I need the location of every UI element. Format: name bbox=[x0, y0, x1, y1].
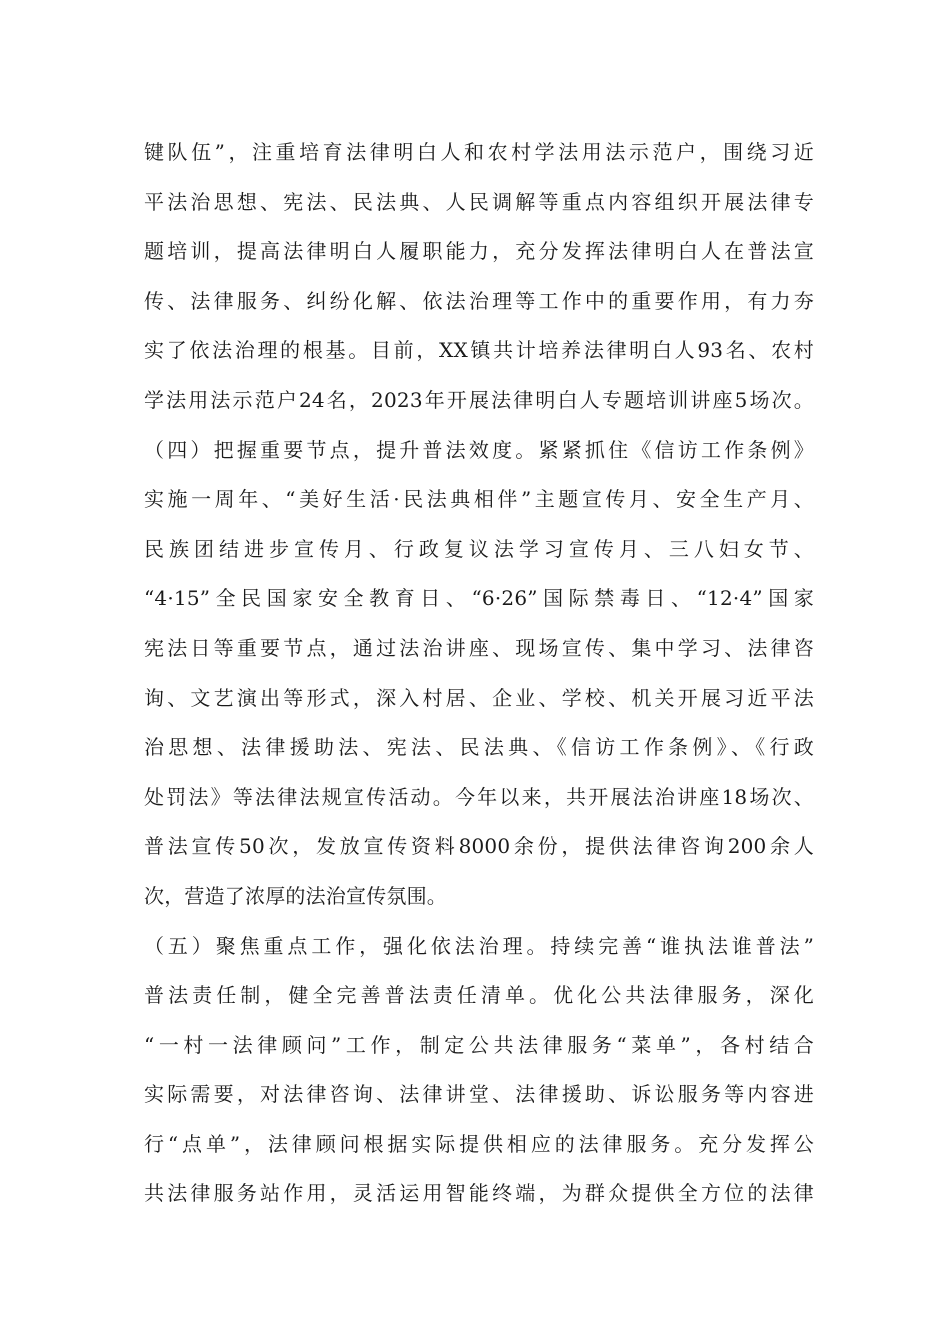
text-line: 次，营造了浓厚的法治宣传氛围。 bbox=[144, 883, 447, 908]
text-line: 学法用法示范户24名，2023年开展法律明白人专题培训讲座5场次。 bbox=[144, 387, 814, 412]
text-line: 民族团结进步宣传月、行政复议法学习宣传月、三八妇女节、 bbox=[144, 536, 814, 561]
text-line: 处罚法》等法律法规宣传活动。今年以来，共开展法治讲座18场次、 bbox=[144, 784, 814, 809]
text-line: 普法责任制，健全完善普法责任清单。优化公共法律服务，深化 bbox=[144, 983, 814, 1008]
text-line: “一村一法律顾问”工作，制定公共法律服务“菜单”，各村结合 bbox=[144, 1032, 814, 1057]
text-line: 行“点单”，法律顾问根据实际提供相应的法律服务。充分发挥公 bbox=[144, 1131, 814, 1156]
text-line: （五）聚焦重点工作，强化依法治理。持续完善“谁执法谁普法” bbox=[144, 933, 814, 958]
text-line: 平法治思想、宪法、民法典、人民调解等重点内容组织开展法律专 bbox=[144, 189, 814, 214]
text-line: （四）把握重要节点，提升普法效度。紧紧抓住《信访工作条例》 bbox=[144, 437, 814, 462]
text-line: 询、文艺演出等形式，深入村居、企业、学校、机关开展习近平法 bbox=[144, 685, 814, 710]
text-line: 实际需要，对法律咨询、法律讲堂、法律援助、诉讼服务等内容进 bbox=[144, 1082, 814, 1107]
text-line: 实了依法治理的根基。目前，XX镇共计培养法律明白人93名、农村 bbox=[144, 338, 814, 363]
text-line: 传、法律服务、纠纷化解、依法治理等工作中的重要作用，有力夯 bbox=[144, 288, 814, 313]
text-line: 键队伍”，注重培育法律明白人和农村学法用法示范户，围绕习近 bbox=[144, 140, 814, 164]
text-line: “4·15”全民国家安全教育日、“6·26”国际禁毒日、“12·4”国家 bbox=[144, 586, 814, 611]
text-line: 治思想、法律援助法、宪法、民法典、《信访工作条例》、《行政 bbox=[144, 735, 814, 760]
text-line: 实施一周年、“美好生活·民法典相伴”主题宣传月、安全生产月、 bbox=[144, 487, 814, 512]
text-line: 普法宣传50次，发放宣传资料8000余份，提供法律咨询200余人 bbox=[144, 834, 814, 859]
text-line: 宪法日等重要节点，通过法治讲座、现场宣传、集中学习、法律咨 bbox=[144, 635, 814, 660]
text-line: 题培训，提高法律明白人履职能力，充分发挥法律明白人在普法宣 bbox=[144, 239, 814, 264]
body-text bbox=[144, 128, 814, 1219]
text-line: 共法律服务站作用，灵活运用智能终端，为群众提供全方位的法律 bbox=[144, 1181, 814, 1206]
